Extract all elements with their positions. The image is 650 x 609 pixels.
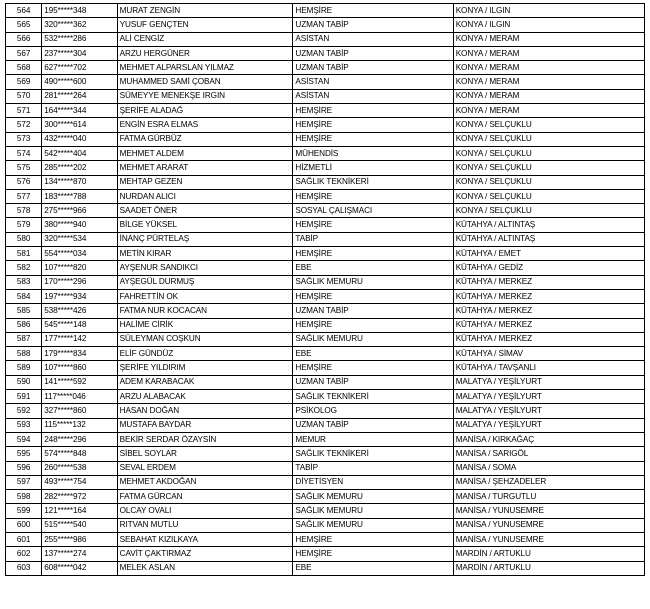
table-row	[6, 375, 645, 389]
id-number-cell: 554*****034	[42, 247, 117, 261]
location-cell: MALATYA / YEŞİLYURT	[453, 404, 644, 418]
location-cell: MALATYA / YEŞİLYURT	[453, 375, 644, 389]
table-row	[6, 447, 645, 461]
personnel-listing-table	[5, 3, 645, 576]
table-row	[6, 475, 645, 489]
location-cell: MARDİN / ARTUKLU	[453, 561, 644, 575]
table-row	[6, 332, 645, 346]
job-title-cell: HEMŞİRE	[293, 361, 453, 375]
person-name-cell: FATMA NUR KOCACAN	[117, 304, 293, 318]
job-title-cell: SAĞLIK MEMURU	[293, 332, 453, 346]
job-title-cell: ASİSTAN	[293, 89, 453, 103]
row-number-cell: 579	[6, 218, 42, 232]
person-name-cell: NURDAN ALICI	[117, 189, 293, 203]
id-number-cell: 107*****820	[42, 261, 117, 275]
job-title-cell: UZMAN TABİP	[293, 375, 453, 389]
person-name-cell: FATMA GÜRCAN	[117, 490, 293, 504]
row-number-cell: 599	[6, 504, 42, 518]
location-cell: KÜTAHYA / MERKEZ	[453, 318, 644, 332]
row-number-cell: 589	[6, 361, 42, 375]
person-name-cell: ŞERİFE YILDIRIM	[117, 361, 293, 375]
table-row	[6, 18, 645, 32]
person-name-cell: ENGİN ESRA ELMAS	[117, 118, 293, 132]
location-cell: KONYA / ILGIN	[453, 4, 644, 18]
table-row	[6, 432, 645, 446]
location-cell: KÜTAHYA / MERKEZ	[453, 289, 644, 303]
job-title-cell: EBE	[293, 561, 453, 575]
row-number-cell: 571	[6, 104, 42, 118]
id-number-cell: 627*****702	[42, 61, 117, 75]
person-name-cell: ARZU ALABACAK	[117, 390, 293, 404]
person-name-cell: RITVAN MUTLU	[117, 518, 293, 532]
job-title-cell: ASİSTAN	[293, 75, 453, 89]
job-title-cell: EBE	[293, 261, 453, 275]
row-number-cell: 592	[6, 404, 42, 418]
id-number-cell: 275*****966	[42, 204, 117, 218]
row-number-cell: 596	[6, 461, 42, 475]
job-title-cell: ASİSTAN	[293, 32, 453, 46]
location-cell: KONYA / ILGIN	[453, 18, 644, 32]
person-name-cell: SEVAL ERDEM	[117, 461, 293, 475]
id-number-cell: 164*****344	[42, 104, 117, 118]
row-number-cell: 565	[6, 18, 42, 32]
row-number-cell: 581	[6, 247, 42, 261]
row-number-cell: 601	[6, 532, 42, 546]
table-row	[6, 247, 645, 261]
job-title-cell: HEMŞİRE	[293, 247, 453, 261]
row-number-cell: 584	[6, 289, 42, 303]
row-number-cell: 572	[6, 118, 42, 132]
job-title-cell: SAĞLIK TEKNİKERİ	[293, 175, 453, 189]
id-number-cell: 515*****540	[42, 518, 117, 532]
row-number-cell: 603	[6, 561, 42, 575]
person-name-cell: MELEK ASLAN	[117, 561, 293, 575]
document-page	[0, 3, 650, 609]
row-number-cell: 576	[6, 175, 42, 189]
person-name-cell: AYŞEGÜL DURMUŞ	[117, 275, 293, 289]
row-number-cell: 586	[6, 318, 42, 332]
person-name-cell: SÜLEYMAN COŞKUN	[117, 332, 293, 346]
id-number-cell: 300*****614	[42, 118, 117, 132]
location-cell: KONYA / SELÇUKLU	[453, 146, 644, 160]
person-name-cell: MEHMET ALPARSLAN YILMAZ	[117, 61, 293, 75]
row-number-cell: 573	[6, 132, 42, 146]
id-number-cell: 237*****304	[42, 46, 117, 60]
table-row	[6, 504, 645, 518]
location-cell: MANİSA / TURGUTLU	[453, 490, 644, 504]
location-cell: KÜTAHYA / EMET	[453, 247, 644, 261]
id-number-cell: 183*****788	[42, 189, 117, 203]
person-name-cell: ELİF GÜNDÜZ	[117, 347, 293, 361]
row-number-cell: 598	[6, 490, 42, 504]
row-number-cell: 595	[6, 447, 42, 461]
row-number-cell: 590	[6, 375, 42, 389]
table-row	[6, 347, 645, 361]
location-cell: KONYA / MERAM	[453, 104, 644, 118]
person-name-cell: HALİME CİRİK	[117, 318, 293, 332]
table-row	[6, 418, 645, 432]
job-title-cell: HEMŞİRE	[293, 318, 453, 332]
table-body	[6, 4, 645, 576]
job-title-cell: SAĞLIK TEKNİKERİ	[293, 390, 453, 404]
location-cell: MANİSA / SARIGÖL	[453, 447, 644, 461]
person-name-cell: MEHMET ALDEM	[117, 146, 293, 160]
person-name-cell: MURAT ZENGİN	[117, 4, 293, 18]
id-number-cell: 117*****046	[42, 390, 117, 404]
job-title-cell: HEMŞİRE	[293, 189, 453, 203]
job-title-cell: SOSYAL ÇALIŞMACI	[293, 204, 453, 218]
job-title-cell: UZMAN TABİP	[293, 46, 453, 60]
person-name-cell: YUSUF GENÇTEN	[117, 18, 293, 32]
id-number-cell: 141*****592	[42, 375, 117, 389]
person-name-cell: ALİ CENGİZ	[117, 32, 293, 46]
id-number-cell: 380*****940	[42, 218, 117, 232]
row-number-cell: 568	[6, 61, 42, 75]
person-name-cell: OLCAY OVALI	[117, 504, 293, 518]
table-row	[6, 4, 645, 18]
id-number-cell: 197*****934	[42, 289, 117, 303]
job-title-cell: PSİKOLOG	[293, 404, 453, 418]
table-row	[6, 61, 645, 75]
location-cell: KÜTAHYA / MERKEZ	[453, 332, 644, 346]
job-title-cell: UZMAN TABİP	[293, 61, 453, 75]
job-title-cell: TABİP	[293, 461, 453, 475]
id-number-cell: 574*****848	[42, 447, 117, 461]
table-row	[6, 104, 645, 118]
table-row	[6, 32, 645, 46]
person-name-cell: İNANÇ PÜRTELAŞ	[117, 232, 293, 246]
table-row	[6, 361, 645, 375]
job-title-cell: DİYETİSYEN	[293, 475, 453, 489]
row-number-cell: 577	[6, 189, 42, 203]
id-number-cell: 532*****286	[42, 32, 117, 46]
person-name-cell: MEHMET AKDOĞAN	[117, 475, 293, 489]
table-row	[6, 146, 645, 160]
id-number-cell: 107*****860	[42, 361, 117, 375]
location-cell: MANİSA / SOMA	[453, 461, 644, 475]
id-number-cell: 260*****538	[42, 461, 117, 475]
id-number-cell: 179*****834	[42, 347, 117, 361]
job-title-cell: SAĞLIK TEKNİKERİ	[293, 447, 453, 461]
id-number-cell: 282*****972	[42, 490, 117, 504]
person-name-cell: AYŞENUR SANDIKCI	[117, 261, 293, 275]
table-row	[6, 518, 645, 532]
table-row	[6, 490, 645, 504]
table-row	[6, 318, 645, 332]
job-title-cell: HEMŞİRE	[293, 132, 453, 146]
location-cell: KONYA / MERAM	[453, 61, 644, 75]
location-cell: KONYA / SELÇUKLU	[453, 118, 644, 132]
location-cell: MALATYA / YEŞİLYURT	[453, 390, 644, 404]
location-cell: KONYA / MERAM	[453, 75, 644, 89]
row-number-cell: 587	[6, 332, 42, 346]
job-title-cell: SAĞLIK MEMURU	[293, 504, 453, 518]
id-number-cell: 545*****148	[42, 318, 117, 332]
id-number-cell: 432*****040	[42, 132, 117, 146]
location-cell: MANİSA / YUNUSEMRE	[453, 504, 644, 518]
job-title-cell: HEMŞİRE	[293, 118, 453, 132]
table-row	[6, 561, 645, 575]
location-cell: MALATYA / YEŞİLYURT	[453, 418, 644, 432]
table-row	[6, 218, 645, 232]
row-number-cell: 566	[6, 32, 42, 46]
person-name-cell: MUHAMMED SAMİ ÇOBAN	[117, 75, 293, 89]
row-number-cell: 569	[6, 75, 42, 89]
id-number-cell: 327*****860	[42, 404, 117, 418]
table-row	[6, 261, 645, 275]
row-number-cell: 564	[6, 4, 42, 18]
id-number-cell: 137*****274	[42, 547, 117, 561]
table-row	[6, 275, 645, 289]
row-number-cell: 575	[6, 161, 42, 175]
location-cell: KONYA / MERAM	[453, 89, 644, 103]
id-number-cell: 320*****362	[42, 18, 117, 32]
row-number-cell: 580	[6, 232, 42, 246]
job-title-cell: HEMŞİRE	[293, 218, 453, 232]
table-row	[6, 89, 645, 103]
table-row	[6, 289, 645, 303]
id-number-cell: 177*****142	[42, 332, 117, 346]
person-name-cell: METİN KIRAR	[117, 247, 293, 261]
row-number-cell: 567	[6, 46, 42, 60]
table-row	[6, 461, 645, 475]
location-cell: MARDİN / ARTUKLU	[453, 547, 644, 561]
person-name-cell: BEKİR SERDAR ÖZAYSİN	[117, 432, 293, 446]
person-name-cell: BİLGE YÜKSEL	[117, 218, 293, 232]
row-number-cell: 570	[6, 89, 42, 103]
location-cell: KÜTAHYA / ALTINTAŞ	[453, 232, 644, 246]
person-name-cell: SÜMEYYE MENEKŞE IRGIN	[117, 89, 293, 103]
table-row	[6, 161, 645, 175]
id-number-cell: 493*****754	[42, 475, 117, 489]
location-cell: MANİSA / KIRKAĞAÇ	[453, 432, 644, 446]
job-title-cell: EBE	[293, 347, 453, 361]
id-number-cell: 490*****600	[42, 75, 117, 89]
row-number-cell: 600	[6, 518, 42, 532]
row-number-cell: 597	[6, 475, 42, 489]
person-name-cell: SEBAHAT KIZILKAYA	[117, 532, 293, 546]
page-top-rule	[180, 3, 450, 4]
person-name-cell: ADEM KARABACAK	[117, 375, 293, 389]
job-title-cell: UZMAN TABİP	[293, 418, 453, 432]
job-title-cell: HEMŞİRE	[293, 104, 453, 118]
id-number-cell: 134*****870	[42, 175, 117, 189]
location-cell: KÜTAHYA / MERKEZ	[453, 304, 644, 318]
job-title-cell: TABİP	[293, 232, 453, 246]
location-cell: KONYA / MERAM	[453, 46, 644, 60]
person-name-cell: SAADET ÖNER	[117, 204, 293, 218]
row-number-cell: 582	[6, 261, 42, 275]
job-title-cell: SAĞLIK MEMURU	[293, 490, 453, 504]
id-number-cell: 285*****202	[42, 161, 117, 175]
row-number-cell: 591	[6, 390, 42, 404]
row-number-cell: 594	[6, 432, 42, 446]
id-number-cell: 170*****296	[42, 275, 117, 289]
location-cell: MANİSA / YUNUSEMRE	[453, 518, 644, 532]
location-cell: KÜTAHYA / TAVŞANLI	[453, 361, 644, 375]
row-number-cell: 574	[6, 146, 42, 160]
id-number-cell: 608*****042	[42, 561, 117, 575]
person-name-cell: FATMA GÜRBÜZ	[117, 132, 293, 146]
job-title-cell: UZMAN TABİP	[293, 304, 453, 318]
id-number-cell: 255*****986	[42, 532, 117, 546]
location-cell: KÜTAHYA / SİMAV	[453, 347, 644, 361]
row-number-cell: 593	[6, 418, 42, 432]
id-number-cell: 542*****404	[42, 146, 117, 160]
id-number-cell: 320*****534	[42, 232, 117, 246]
row-number-cell: 578	[6, 204, 42, 218]
job-title-cell: HEMŞİRE	[293, 532, 453, 546]
row-number-cell: 602	[6, 547, 42, 561]
table-row	[6, 304, 645, 318]
person-name-cell: ŞERİFE ALADAĞ	[117, 104, 293, 118]
location-cell: MANİSA / ŞEHZADELER	[453, 475, 644, 489]
id-number-cell: 195*****348	[42, 4, 117, 18]
location-cell: KONYA / SELÇUKLU	[453, 132, 644, 146]
id-number-cell: 248*****296	[42, 432, 117, 446]
job-title-cell: HİZMETLİ	[293, 161, 453, 175]
table-row	[6, 75, 645, 89]
person-name-cell: ARZU HERGÜNER	[117, 46, 293, 60]
job-title-cell: SAĞLIK MEMURU	[293, 275, 453, 289]
table-row	[6, 232, 645, 246]
row-number-cell: 588	[6, 347, 42, 361]
location-cell: KONYA / SELÇUKLU	[453, 175, 644, 189]
job-title-cell: SAĞLIK MEMURU	[293, 518, 453, 532]
table-row	[6, 547, 645, 561]
job-title-cell: MEMUR	[293, 432, 453, 446]
id-number-cell: 281*****264	[42, 89, 117, 103]
table-row	[6, 204, 645, 218]
location-cell: KÜTAHYA / MERKEZ	[453, 275, 644, 289]
row-number-cell: 585	[6, 304, 42, 318]
job-title-cell: UZMAN TABİP	[293, 18, 453, 32]
person-name-cell: FAHRETTİN OK	[117, 289, 293, 303]
table-row	[6, 118, 645, 132]
table-row	[6, 404, 645, 418]
job-title-cell: HEMŞİRE	[293, 547, 453, 561]
table-row	[6, 390, 645, 404]
table-row	[6, 189, 645, 203]
table-row	[6, 46, 645, 60]
person-name-cell: MEHMET ARARAT	[117, 161, 293, 175]
id-number-cell: 115*****132	[42, 418, 117, 432]
table-row	[6, 132, 645, 146]
table-row	[6, 532, 645, 546]
person-name-cell: CAVİT ÇAKTIRMAZ	[117, 547, 293, 561]
row-number-cell: 583	[6, 275, 42, 289]
person-name-cell: MEHTAP GEZEN	[117, 175, 293, 189]
location-cell: KÜTAHYA / ALTINTAŞ	[453, 218, 644, 232]
location-cell: KONYA / SELÇUKLU	[453, 189, 644, 203]
location-cell: KONYA / SELÇUKLU	[453, 161, 644, 175]
id-number-cell: 121*****164	[42, 504, 117, 518]
job-title-cell: MÜHENDİS	[293, 146, 453, 160]
location-cell: KÜTAHYA / GEDİZ	[453, 261, 644, 275]
job-title-cell: HEMŞİRE	[293, 289, 453, 303]
person-name-cell: SİBEL SOYLAR	[117, 447, 293, 461]
person-name-cell: MUSTAFA BAYDAR	[117, 418, 293, 432]
location-cell: KONYA / SELÇUKLU	[453, 204, 644, 218]
person-name-cell: HASAN DOĞAN	[117, 404, 293, 418]
id-number-cell: 538*****426	[42, 304, 117, 318]
location-cell: MANİSA / YUNUSEMRE	[453, 532, 644, 546]
table-row	[6, 175, 645, 189]
location-cell: KONYA / MERAM	[453, 32, 644, 46]
job-title-cell: HEMŞİRE	[293, 4, 453, 18]
